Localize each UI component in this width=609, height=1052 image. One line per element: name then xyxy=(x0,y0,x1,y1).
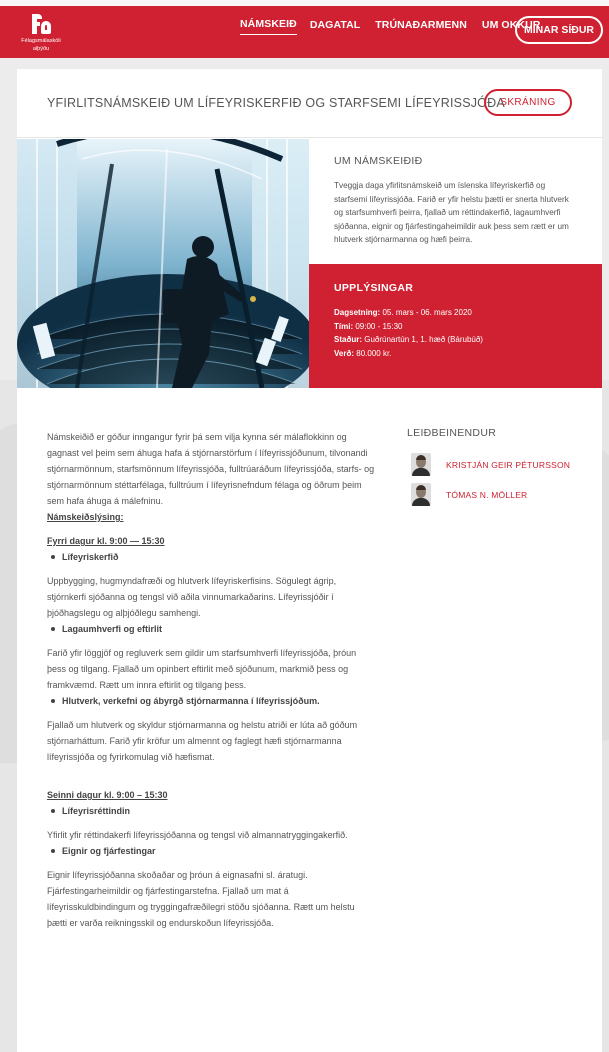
topic-text: Eignir lífeyrissjóðanna skoðaðar og þróun á eignasafni sl. áratugi. Fjárfestingarheimildir og fjárfestingarstefna. Fjallað um mat á lífeyrisskuldbindingum og tryggingafræðilegri stöðu sjóðanna. Rætt um helstu þætti er varða reikningsskil og endurskoðun lífeyrissjóða. xyxy=(47,870,355,928)
topic-title: Hlutverk, verkefni og ábyrgð stjórnarmanna í lífeyrissjóðum. xyxy=(62,696,320,706)
bullet-icon xyxy=(51,627,55,631)
topic-text: Uppbygging, hugmyndafræði og hlutverk lífeyriskerfisins. Sögulegt ágrip, stjórnkerfi sjóðanna og tengsl við aðila vinnumarkaðarins. Lífeyrissjóðir í þjóðhagslegu og alþjóðlegu samhengi. xyxy=(47,576,337,618)
about-text: Tveggja daga yfirlitsnámskeið um íslenska lífeyriskerfið og starfsemi lífeyrissjóða. Farið er yfir helstu þætti er snerta hlutverk og starfsumhverfi þeirra, fjallað um réttindakerfið, lagaumhverfi sjóðanna, eignir og fjárfestingaheimildir auk þess sem rætt er um hlutverk stjórnarmanna og hæfi þeirra. xyxy=(334,181,569,244)
instructor-name[interactable]: KRISTJÁN GEIR PÉTURSSON xyxy=(446,459,571,470)
description-heading: Námskeiðslýsing: xyxy=(47,512,124,522)
instructor-item[interactable] xyxy=(407,453,597,476)
my-pages-button[interactable]: MÍNAR SÍÐUR xyxy=(515,16,603,44)
about-heading: UM NÁMSKEIÐIÐ xyxy=(334,155,423,167)
course-hero-image xyxy=(17,139,309,388)
course-description xyxy=(47,429,377,931)
course-title-bar xyxy=(17,69,602,138)
info-date-value: 05. mars - 06. mars 2020 xyxy=(382,308,472,317)
logo-icon xyxy=(30,14,52,36)
info-place xyxy=(334,333,578,347)
course-card xyxy=(17,69,602,1052)
bullet-icon xyxy=(51,699,55,703)
info-place-label: Staður: xyxy=(334,335,362,344)
site-logo[interactable] xyxy=(16,14,66,52)
info-time xyxy=(334,320,578,334)
list-item xyxy=(51,843,377,859)
register-button[interactable]: SKRÁNING xyxy=(484,89,572,116)
topic-title: Lífeyrisréttindin xyxy=(62,806,131,816)
info-price xyxy=(334,347,578,361)
info-date xyxy=(334,306,578,320)
revolving-door-photo xyxy=(17,139,309,388)
info-time-value: 09:00 - 15:30 xyxy=(355,321,403,331)
topic-text: Farið yfir löggjöf og regluverk sem gildir um starfsumhverfi lífeyrissjóða, þróun þess og tilgang. Fjallað um opinbert eftirlit með sjóðunum, markmið þess og framkvæmd. Rætt um innra eftirlit og tilgang þess. xyxy=(47,648,357,690)
bullet-icon xyxy=(51,849,55,853)
nav-item-courses[interactable]: NÁMSKEIÐ xyxy=(240,18,297,35)
topic-title: Lagaumhverfi og eftirlit xyxy=(62,624,163,634)
list-item xyxy=(51,693,377,709)
info-time-label: Tími: xyxy=(334,321,354,331)
site-header xyxy=(0,0,609,58)
logo-text-line1: Félagsmálaskóli xyxy=(21,38,61,44)
info-panel xyxy=(309,264,602,388)
about-course-section xyxy=(309,139,602,264)
avatar xyxy=(411,453,431,476)
day2-heading: Seinni dagur kl. 9:00 – 15:30 xyxy=(47,790,168,800)
instructors-heading: LEIÐBEINENDUR xyxy=(407,427,497,439)
nav-item-about[interactable]: UM OKKUR xyxy=(481,18,541,31)
info-date-label: Dagsetning: xyxy=(334,308,381,317)
topic-title: Eignir og fjárfestingar xyxy=(62,846,156,856)
topic-text: Fjallað um hlutverk og skyldur stjórnarmanna og helstu atriði er lúta að góðum stjórnarháttum. Farið yfir kröfur um almennt og faglegt hæfi stjórnarmanna lífeyrissjóða og fyrirkomulag við hæfismat. xyxy=(47,720,358,762)
logo-text-line2: alþýðu xyxy=(32,46,50,52)
topic-title: Lífeyriskerfið xyxy=(62,552,119,562)
info-place-value: Guðrúnartún 1, 1. hæð (Bárubúð) xyxy=(364,335,483,344)
list-item xyxy=(51,549,377,565)
info-heading: UPPLÝSINGAR xyxy=(334,282,414,294)
nav-item-calendar[interactable]: DAGATAL xyxy=(309,18,361,31)
avatar xyxy=(411,483,431,506)
intro-text: Námskeiðið er góður inngangur fyrir þá sem vilja kynna sér málaflokkinn og gagnast vel þeim sem áhuga hafa á stjórnarstörfum í lífeyrissjóðunum, tilvonandi stjórnarmönnum, starfsmönnum lífeyrissjóða, fulltrúaráðum lífeyrissjóða, starfs- og stjórnarmönnum stéttarfélaga, fulltrúum í lífeyrisnefndum félaga og öðrum þeim sem hafa áhuga á málefninu. xyxy=(47,432,375,506)
day1-heading: Fyrri dagur kl. 9:00 — 15:30 xyxy=(47,536,165,546)
info-price-label: Verð: xyxy=(334,348,355,358)
main-nav xyxy=(240,18,555,35)
list-item xyxy=(51,621,377,637)
instructor-name[interactable]: TÓMAS N. MÖLLER xyxy=(446,489,528,500)
instructors-section xyxy=(407,427,597,513)
nav-item-shop-stewards[interactable]: TRÚNAÐARMENN xyxy=(375,18,467,31)
bullet-icon xyxy=(51,809,55,813)
topic-text: Yfirlit yfir réttindakerfi lífeyrissjóðanna og tengsl við almannatryggingakerfið. xyxy=(47,830,348,840)
info-price-value: 80.000 kr. xyxy=(356,348,392,358)
instructor-item[interactable] xyxy=(407,483,597,506)
list-item xyxy=(51,803,377,819)
bullet-icon xyxy=(51,555,55,559)
page-title: YFIRLITSNÁMSKEIÐ UM LÍFEYRISKERFIÐ OG STARFSEMI LÍFEYRISSJÓÐA xyxy=(47,96,505,110)
